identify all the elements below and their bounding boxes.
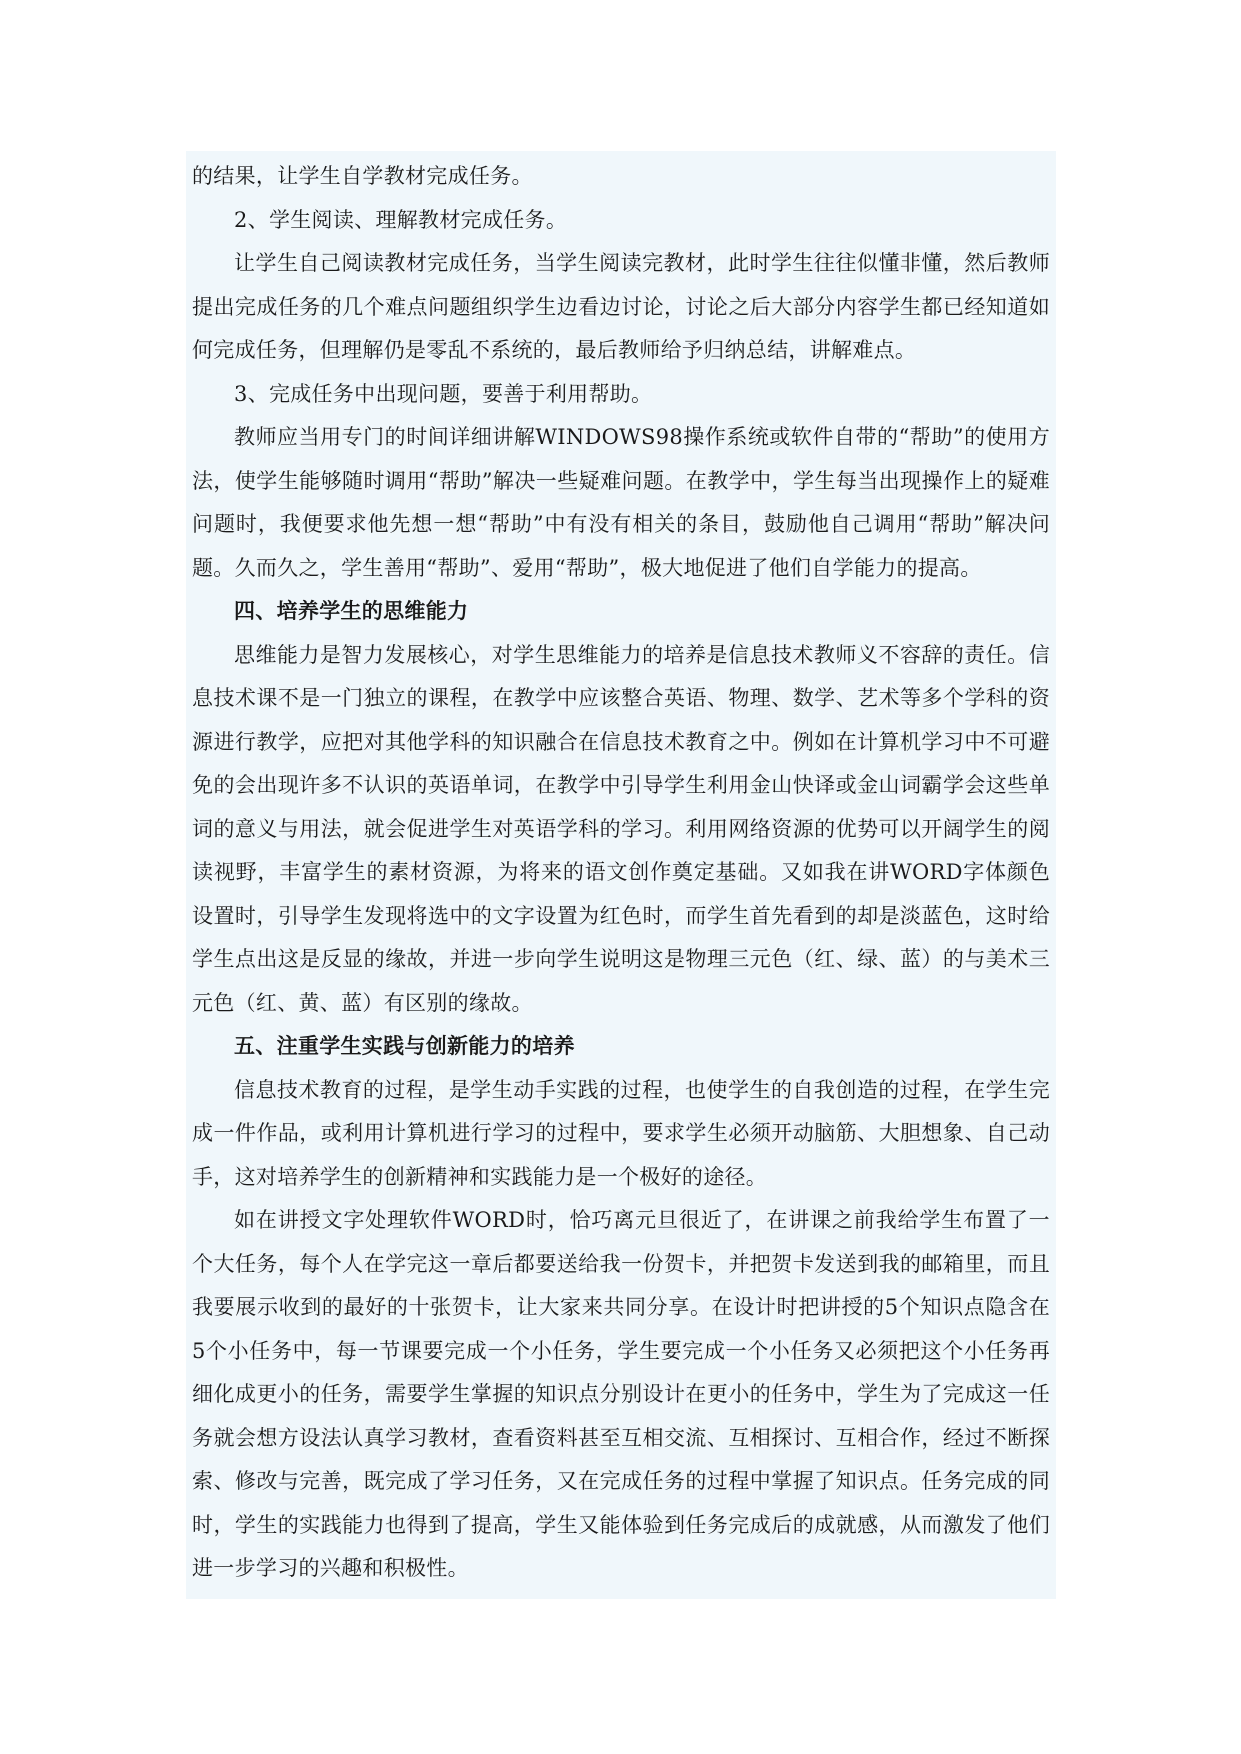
paragraph-continuation: 的结果，让学生自学教材完成任务。	[192, 164, 533, 188]
paragraph-self-reading: 让学生自己阅读教材完成任务，当学生阅读完教材，此时学生往往似懂非懂，然后教师提出完成任务的几个难点问题组织学生边看边讨论，讨论之后大部分内容学生都已经知道如何完成任务，但理解仍是零乱不系统的，最后教师给予归纳总结，讲解难点。	[192, 251, 1050, 362]
paragraph-help-usage: 教师应当用专门的时间详细讲解WINDOWS98操作系统或软件自带的“帮助”的使用方法，使学生能够随时调用“帮助”解决一些疑难问题。在教学中，学生每当出现操作上的疑难问题时，我便要求他先想一想“帮助”中有没有相关的条目，鼓励他自己调用“帮助”解决问题。久而久之，学生善用“帮助”、爱用“帮助”，极大地促进了他们自学能力的提高。	[192, 425, 1050, 580]
section-heading-4: 四、培养学生的思维能力	[234, 599, 469, 623]
document-text-block	[186, 151, 1056, 1599]
paragraph-thinking-ability: 思维能力是智力发展核心，对学生思维能力的培养是信息技术教师义不容辞的责任。信息技术课不是一门独立的课程，在教学中应该整合英语、物理、数学、艺术等多个学科的资源进行教学，应把对其他学科的知识融合在信息技术教育之中。例如在计算机学习中不可避免的会出现许多不认识的英语单词，在教学中引导学生利用金山快译或金山词霸学会这些单词的意义与用法，就会促进学生对英语学科的学习。利用网络资源的优势可以开阔学生的阅读视野，丰富学生的素材资源，为将来的语文创作奠定基础。又如我在讲WORD字体颜色设置时，引导学生发现将选中的文字设置为红色时，而学生首先看到的却是淡蓝色，这时给学生点出这是反显的缘故，并进一步向学生说明这是物理三元色（红、绿、蓝）的与美术三元色（红、黄、蓝）有区别的缘故。	[192, 642, 1050, 1015]
paragraph-practice-process: 信息技术教育的过程，是学生动手实践的过程，也使学生的自我创造的过程，在学生完成一件作品，或利用计算机进行学习的过程中，要求学生必须开动脑筋、大胆想象、自己动手，这对培养学生的创新精神和实践能力是一个极好的途径。	[192, 1077, 1050, 1189]
paragraph-word-example: 如在讲授文字处理软件WORD时，恰巧离元旦很近了，在讲课之前我给学生布置了一个大任务，每个人在学完这一章后都要送给我一份贺卡，并把贺卡发送到我的邮箱里，而且我要展示收到的最好的十张贺卡，让大家来共同分享。在设计时把讲授的5个知识点隐含在5个小任务中，每一节课要完成一个小任务，学生要完成一个小任务又必须把这个小任务再细化成更小的任务，需要学生掌握的知识点分别设计在更小的任务中，学生为了完成这一任务就会想方设法认真学习教材，查看资料甚至互相交流、互相探讨、互相合作，经过不断探索、修改与完善，既完成了学习任务，又在完成任务的过程中掌握了知识点。任务完成的同时，学生的实践能力也得到了提高，学生又能体验到任务完成后的成就感，从而激发了他们进一步学习的兴趣和积极性。	[192, 1208, 1050, 1580]
paragraph-step-2: 2、学生阅读、理解教材完成任务。	[234, 207, 568, 232]
section-heading-5: 五、注重学生实践与创新能力的培养	[234, 1034, 575, 1058]
paragraph-step-3: 3、完成任务中出现问题，要善于利用帮助。	[234, 381, 653, 406]
